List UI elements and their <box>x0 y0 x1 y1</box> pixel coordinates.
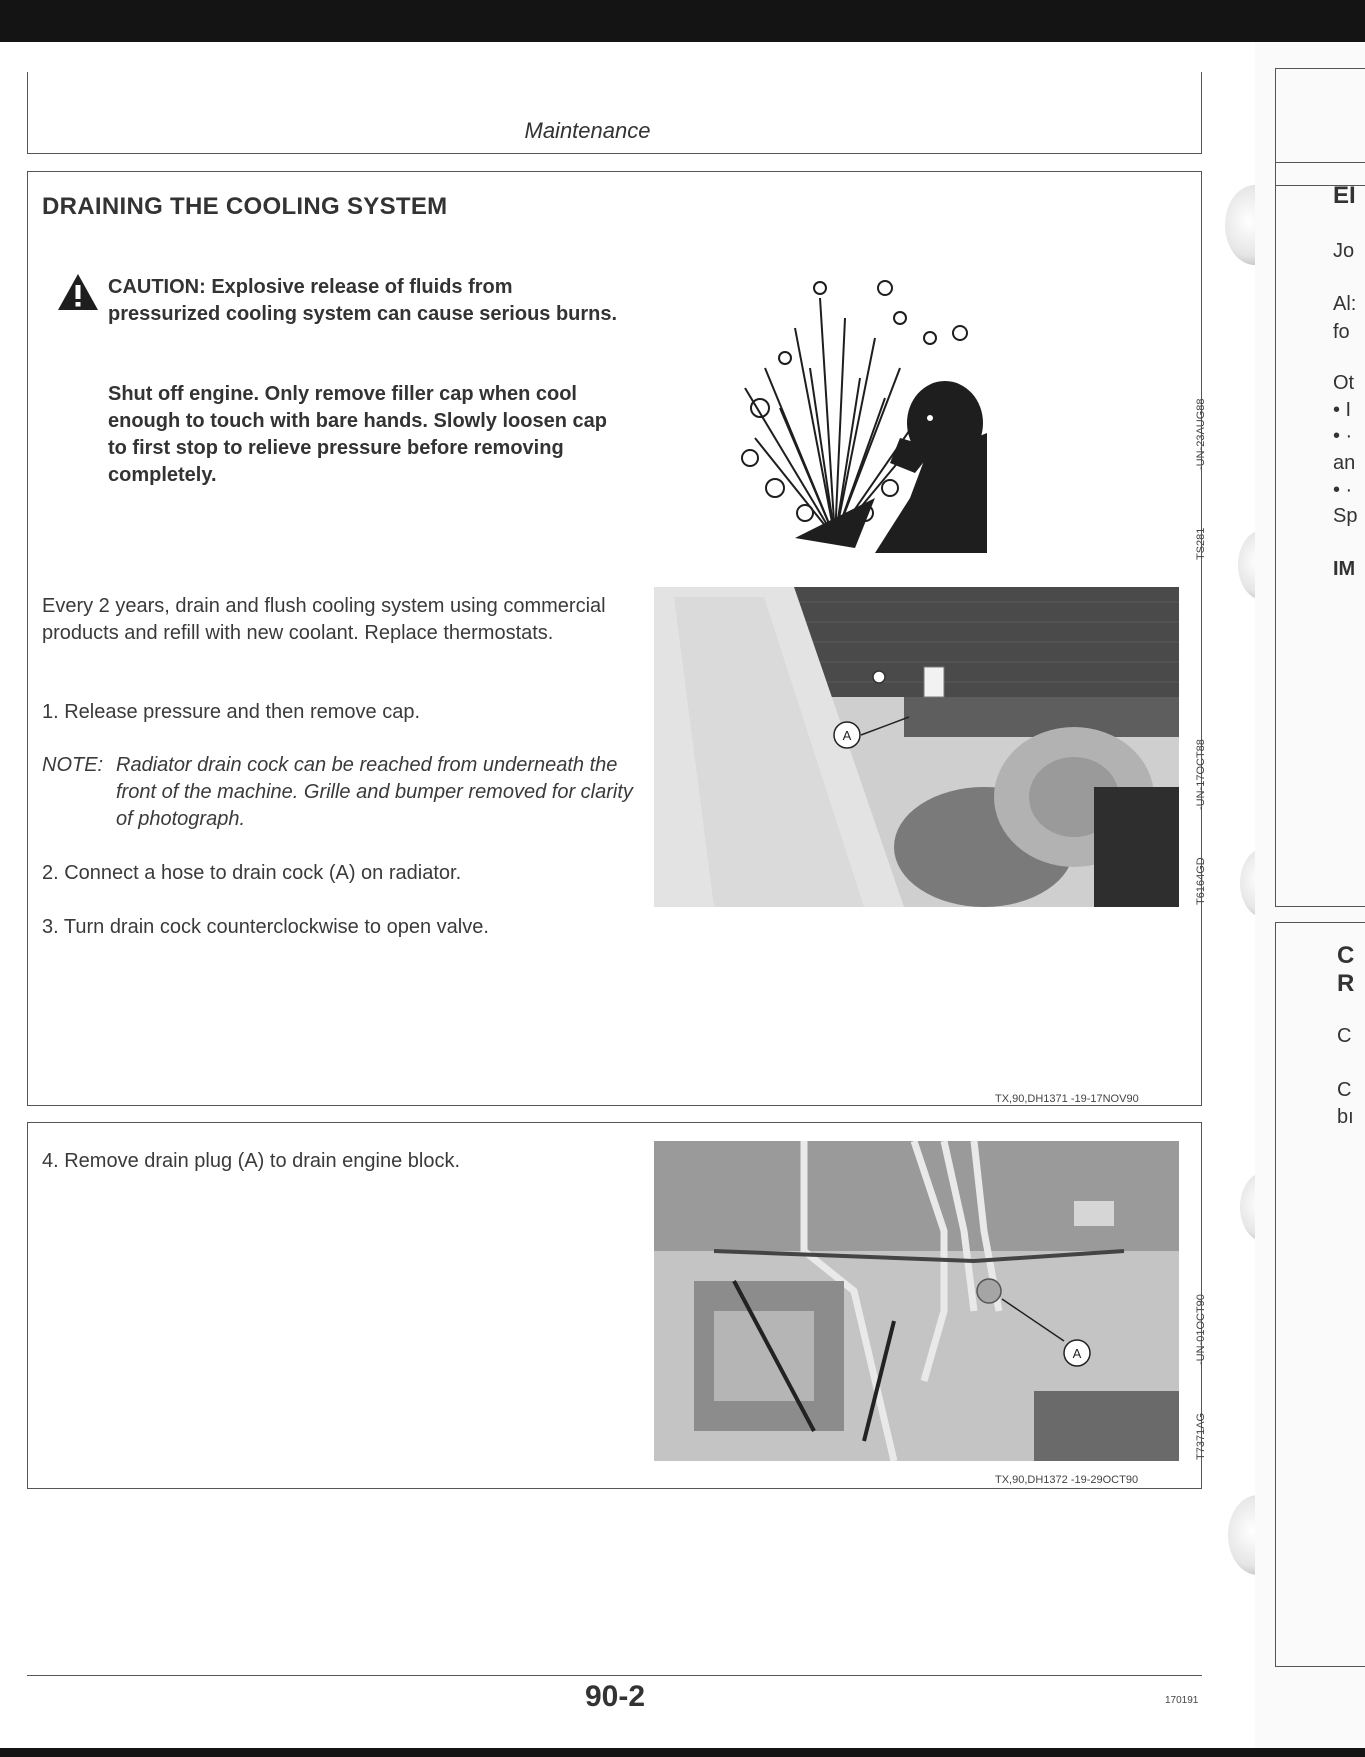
adjacent-line: • I <box>1333 399 1352 421</box>
adjacent-heading: EI <box>1333 182 1356 209</box>
step-1: 1. Release pressure and then remove cap. <box>42 701 420 723</box>
scan-bottom-border <box>0 1748 1365 1757</box>
reference-code: TX,90,DH1372 -19-29OCT90 <box>995 1474 1139 1486</box>
adjacent-line: • · <box>1333 425 1353 447</box>
note <box>42 752 642 833</box>
pressure-burst-illustration <box>725 258 1025 558</box>
adjacent-line: • · <box>1333 479 1353 501</box>
figure-code: -UN-23AUG88 <box>1195 398 1207 470</box>
footer-code: 170191 <box>1165 1695 1199 1706</box>
adjacent-line: Jo <box>1333 240 1355 262</box>
figure-code: TS281 <box>1195 527 1207 560</box>
figure-code: T6164GD <box>1195 857 1207 905</box>
reference-code: TX,90,DH1371 -19-17NOV90 <box>995 1093 1139 1105</box>
callout-A: A <box>842 728 852 743</box>
figure-code: -UN-01OCT90 <box>1195 1294 1207 1365</box>
adjacent-line: Ot <box>1333 372 1355 394</box>
step-4: 4. Remove drain plug (A) to drain engine block. <box>42 1150 461 1172</box>
scan-top-border <box>0 0 1365 42</box>
adjacent-line: C <box>1337 1079 1352 1101</box>
caution-instructions: Shut off engine. Only remove filler cap when cool enough to touch with bare hands. Slowly loosen cap to first stop to relieve pressure before removing completely. <box>108 383 607 486</box>
adjacent-box <box>1275 922 1365 1667</box>
step-2: 2. Connect a hose to drain cock (A) on radiator. <box>42 862 462 884</box>
page-header-title: Maintenance <box>524 118 651 143</box>
warning-icon <box>56 272 100 312</box>
adjacent-line: Sp <box>1333 505 1358 527</box>
step-3: 3. Turn drain cock counterclockwise to open valve. <box>42 916 489 938</box>
adjacent-line: Al: <box>1333 293 1357 315</box>
engine-drain-plug-photo <box>654 1141 1179 1461</box>
adjacent-line: fo <box>1333 321 1350 343</box>
adjacent-page <box>1255 42 1365 1748</box>
adjacent-box <box>1275 162 1365 907</box>
caution-text: CAUTION: Explosive release of fluids from pressurized cooling system can cause serious burns. <box>108 276 618 325</box>
note-label: NOTE: <box>42 754 104 776</box>
figure-code: -UN-17OCT88 <box>1195 739 1207 810</box>
adjacent-line: C <box>1337 1025 1352 1047</box>
adjacent-line: IM <box>1333 558 1356 580</box>
adjacent-heading: C <box>1337 942 1355 969</box>
adjacent-line: an <box>1333 452 1356 474</box>
adjacent-heading: R <box>1337 970 1355 997</box>
radiator-drain-photo <box>654 587 1179 907</box>
footer-rule <box>27 1675 1202 1676</box>
section-title: DRAINING THE COOLING SYSTEM <box>42 193 448 220</box>
page-number: 90-2 <box>584 1680 646 1713</box>
intro-paragraph: Every 2 years, drain and flush cooling system using commercial products and refill with new coolant. Replace thermostats. <box>42 595 606 644</box>
callout-A: A <box>1072 1346 1082 1361</box>
adjacent-line: bı <box>1337 1106 1354 1128</box>
figure-code: T7371AG <box>1195 1412 1207 1460</box>
note-text: Radiator drain cock can be reached from underneath the front of the machine. Grille and bumper removed for clarity of photograph. <box>116 754 633 830</box>
